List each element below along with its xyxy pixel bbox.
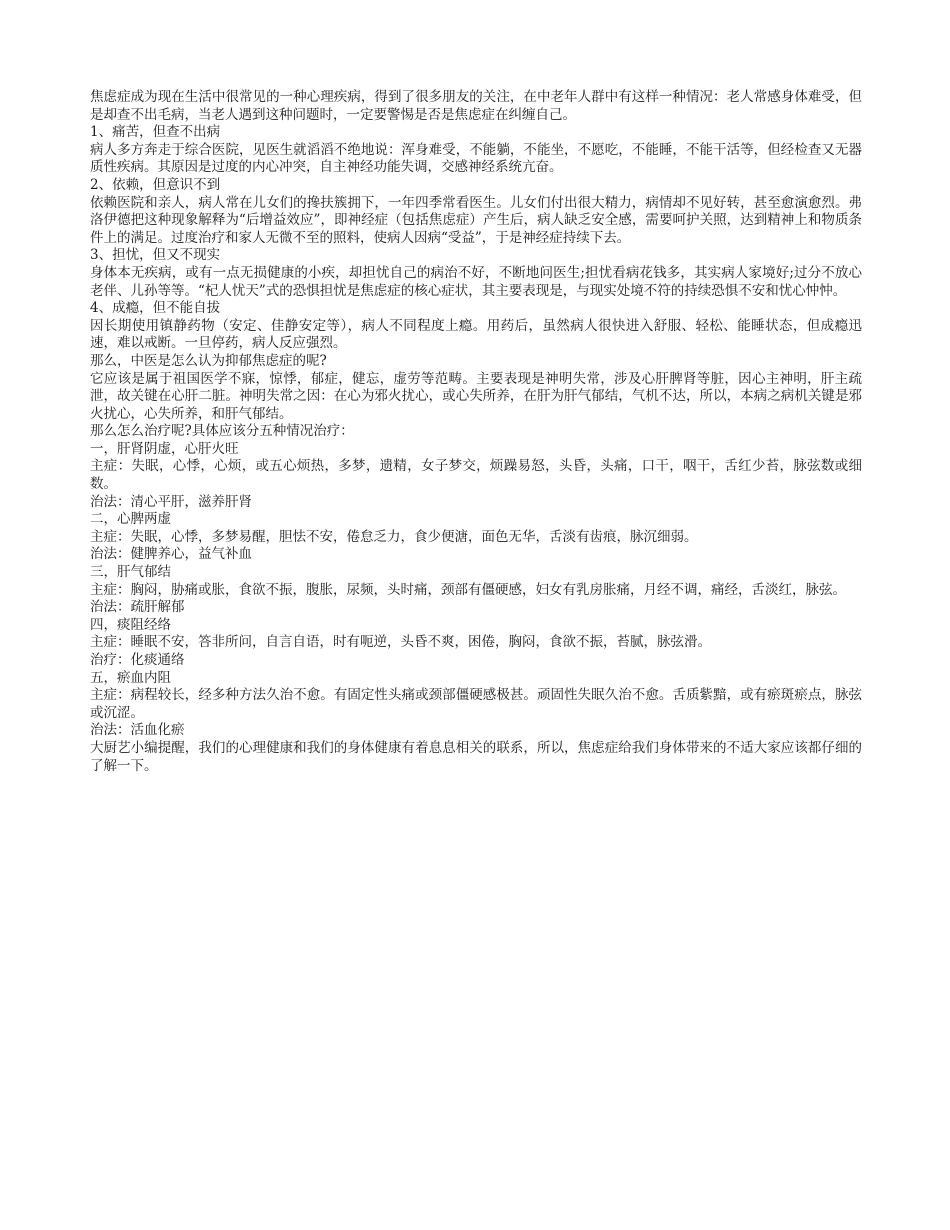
section-heading-1: 1、痛苦，但查不出病: [90, 124, 221, 141]
type-heading-1: 一，肝肾阴虚，心肝火旺: [90, 440, 239, 457]
type-heading-4: 四，痰阻经络: [90, 616, 171, 633]
type-heading-3: 三，肝气郁结: [90, 564, 171, 581]
section-body-2: 依赖医院和亲人，病人常在儿女们的搀扶簇拥下，一年四季常看医生。儿女们付出很大精力，病情却不见好转，甚至愈演愈烈。弗洛伊德把这种现象解释为“后增益效应”，即神经症（包括焦虑症）产生后，病人缺乏安全感，需要呵护关照，达到精神上和物质条件上的满足。过度治疗和家人无微不至的照料，使病人因病“受益”，于是神经症持续下去。: [90, 194, 862, 246]
section-body-1: 病人多方奔走于综合医院，见医生就滔滔不绝地说：浑身难受，不能躺，不能坐，不愿吃，不能睡，不能干活等，但经检查又无器质性疾病。其原因是过度的内心冲突，自主神经功能失调，交感神经系统亢奋。: [90, 141, 862, 176]
type-symptoms-1: 主症：失眠，心悸，心烦，或五心烦热，多梦，遗精，女子梦交，烦躁易怒，头昏，头痛，口干，咽干，舌红少苔，脉弦数或细数。: [90, 458, 862, 493]
type-treatment-2: 治法：健脾养心，益气补血: [90, 546, 252, 563]
section-heading-3: 3、担忧，但又不现实: [90, 247, 221, 264]
section-heading-4: 4、成瘾，但不能自拔: [90, 300, 221, 317]
type-treatment-3: 治法：疏肝解郁: [90, 599, 185, 616]
type-treatment-4: 治疗：化痰通络: [90, 652, 185, 668]
type-symptoms-5: 主症：病程较长，经多种方法久治不愈。有固定性头痛或颈部僵硬感极甚。顽固性失眠久治不愈。舌质紫黯，或有瘀斑瘀点，脉弦或沉涩。: [90, 687, 862, 721]
type-symptoms-3: 主症：胸闷，胁痛或胀，食欲不振，腹胀，尿频，头时痛，颈部有僵硬感，妇女有乳房胀痛，月经不调，痛经，舌淡红，脉弦。: [90, 581, 846, 598]
type-heading-2: 二，心脾两虚: [90, 511, 171, 528]
type-symptoms-2: 主症：失眠，心悸，多梦易醒，胆怯不安，倦怠乏力，食少便溏，面色无华，舌淡有齿痕，脉沉细弱。: [90, 528, 698, 545]
type-treatment-5: 治法：活血化瘀: [90, 722, 185, 739]
type-heading-5: 五，瘀血内阻: [90, 669, 171, 686]
article-body: [90, 89, 862, 775]
section-heading-2: 2、依赖，但意识不到: [90, 176, 221, 193]
intro-paragraph: 焦虑症成为现在生活中很常见的一种心理疾病，得到了很多朋友的关注，在中老年人群中有这样一种情况：老人常感身体难受，但是却查不出毛病，当老人遇到这种问题时，一定要警惕是否是焦虑症在纠缠自己。: [90, 89, 862, 123]
closing-paragraph: 大厨艺小编提醒，我们的心理健康和我们的身体健康有着息息相关的联系，所以，焦虑症给我们身体带来的不适大家应该都仔细的了解一下。: [90, 739, 862, 774]
tcm-explanation: 它应该是属于祖国医学不寐，惊悸，郁症，健忘，虚劳等范畴。主要表现是神明失常，涉及心肝脾肾等脏，因心主神明，肝主疏泄，故关键在心肝二脏。神明失常之因：在心为邪火扰心，或心失所养，在肝为肝气郁结，气机不达，所以，本病之病机关键是邪火扰心，心失所养，和肝气郁结。: [90, 370, 862, 422]
type-symptoms-4: 主症：睡眠不安，答非所问，自言自语，时有呃逆，头昏不爽，困倦，胸闷，食欲不振，苔腻，脉弦滑。: [90, 634, 711, 651]
tcm-question: 那么，中医是怎么认为抑郁焦虑症的呢?: [90, 352, 327, 369]
treatment-question: 那么怎么治疗呢?具体应该分五种情况治疗：: [90, 423, 354, 440]
type-treatment-1: 治法：清心平肝，滋养肝肾: [90, 493, 252, 510]
section-body-4: 因长期使用镇静药物（安定、佳静安定等），病人不同程度上瘾。用药后，虽然病人很快进入舒服、轻松、能睡状态，但成瘾迅速，难以戒断。一旦停药，病人反应强烈。: [90, 317, 862, 352]
section-body-3: 身体本无疾病，或有一点无损健康的小疾，却担忧自己的病治不好，不断地问医生;担忧看病花钱多，其实病人家境好;过分不放心老伴、儿孙等等。“杞人忧天”式的恐惧担忧是焦虑症的核心症状，其主要表现是，与现实处境不符的持续恐惧不安和忧心忡忡。: [90, 264, 862, 299]
